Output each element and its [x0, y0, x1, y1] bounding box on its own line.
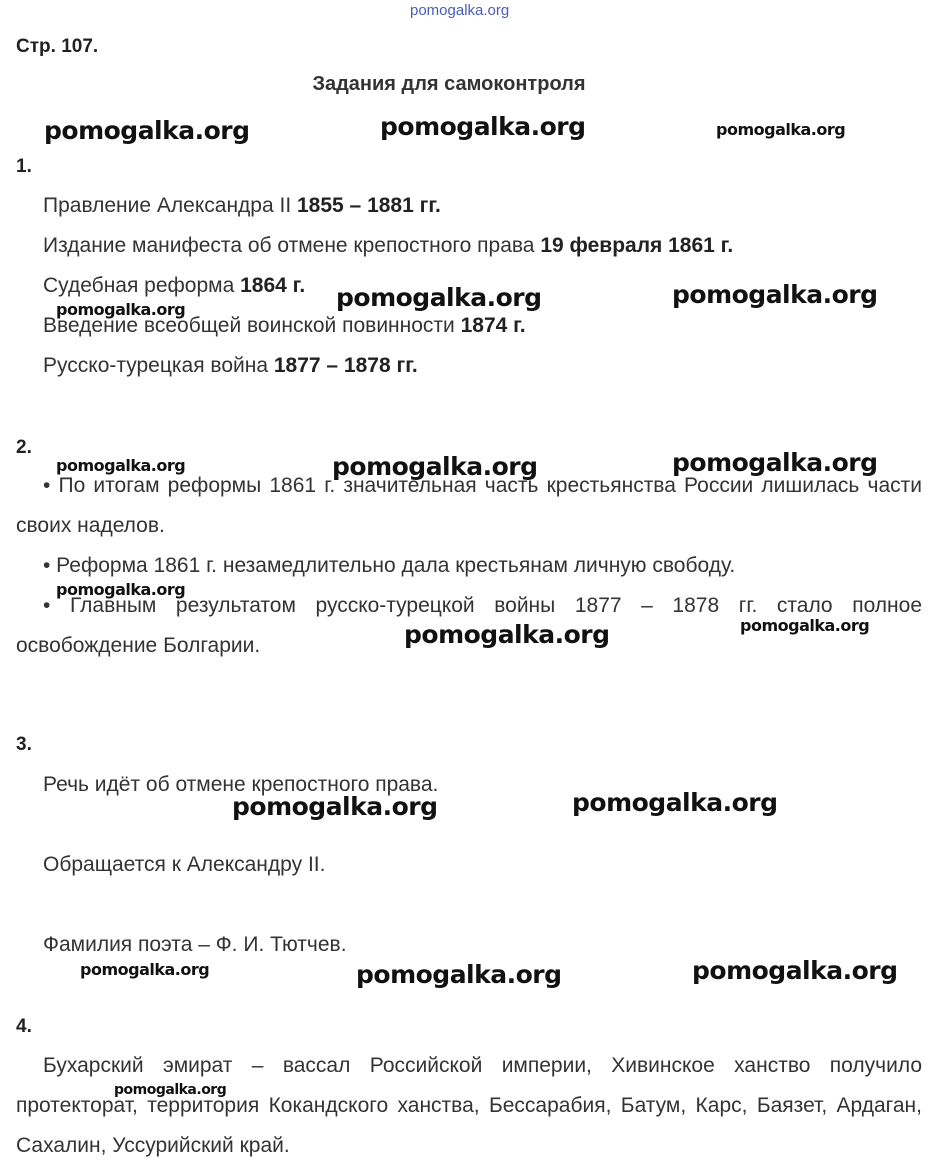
watermark: pomogalka.org [672, 280, 878, 309]
watermark: pomogalka.org [56, 580, 186, 599]
site-mark: pomogalka.org [410, 2, 510, 19]
page-title: Задания для самоконтроля [312, 73, 586, 95]
watermark: pomogalka.org [336, 283, 542, 312]
watermark: pomogalka.org [572, 788, 778, 817]
watermark: pomogalka.org [44, 116, 250, 145]
task-3-line: Фамилия поэта – Ф. И. Тютчев. [43, 933, 347, 956]
task-1-number: 1. [16, 156, 32, 177]
watermark: pomogalka.org [80, 960, 210, 979]
page-number: Стр. 107. [16, 36, 99, 57]
task-2-bullet: • По итогам реформы 1861 г. значительная часть крестьянства России лишилась части своих наделов. [16, 474, 922, 537]
task-4-paragraph: Бухарский эмират – вассал Российской империи, Хивинское ханство получило протекторат, территория Кокандского ханства, Бессарабия, Батум, Карс, Баязет, Ардаган, Сахалин, Уссурийский край. [16, 1054, 922, 1157]
watermark: pomogalka.org [740, 616, 870, 635]
task-4-number: 4. [16, 1016, 32, 1037]
watermark: pomogalka.org [114, 1082, 227, 1098]
task-1-line: Правление Александра II 1855 – 1881 гг. [43, 194, 441, 217]
watermark: pomogalka.org [692, 956, 898, 985]
watermark: pomogalka.org [56, 300, 186, 319]
task-2-number: 2. [16, 437, 32, 458]
watermark: pomogalka.org [716, 120, 846, 139]
task-2-bullet: • Главным результатом русско-турецкой войны 1877 – 1878 гг. стало полное освобождение Болгарии. [16, 594, 922, 657]
task-3-line: Обращается к Александру II. [43, 853, 326, 876]
task-1-line: Введение всеобщей воинской повинности 1874 г. [43, 314, 526, 337]
watermark: pomogalka.org [56, 456, 186, 475]
watermark: pomogalka.org [356, 960, 562, 989]
task-1-line: Судебная реформа 1864 г. [43, 274, 306, 297]
watermark: pomogalka.org [332, 452, 538, 481]
watermark: pomogalka.org [380, 112, 586, 141]
task-3-line: Речь идёт об отмене крепостного права. [43, 773, 439, 796]
watermark: pomogalka.org [404, 620, 610, 649]
watermark: pomogalka.org [672, 448, 878, 477]
task-3-number: 3. [16, 734, 32, 755]
watermark: pomogalka.org [232, 792, 438, 821]
task-2-bullet: • Реформа 1861 г. незамедлительно дала крестьянам личную свободу. [43, 554, 736, 577]
task-1-line: Издание манифеста об отмене крепостного права 19 февраля 1861 г. [43, 234, 734, 257]
task-1-line: Русско-турецкая война 1877 – 1878 гг. [43, 354, 418, 377]
